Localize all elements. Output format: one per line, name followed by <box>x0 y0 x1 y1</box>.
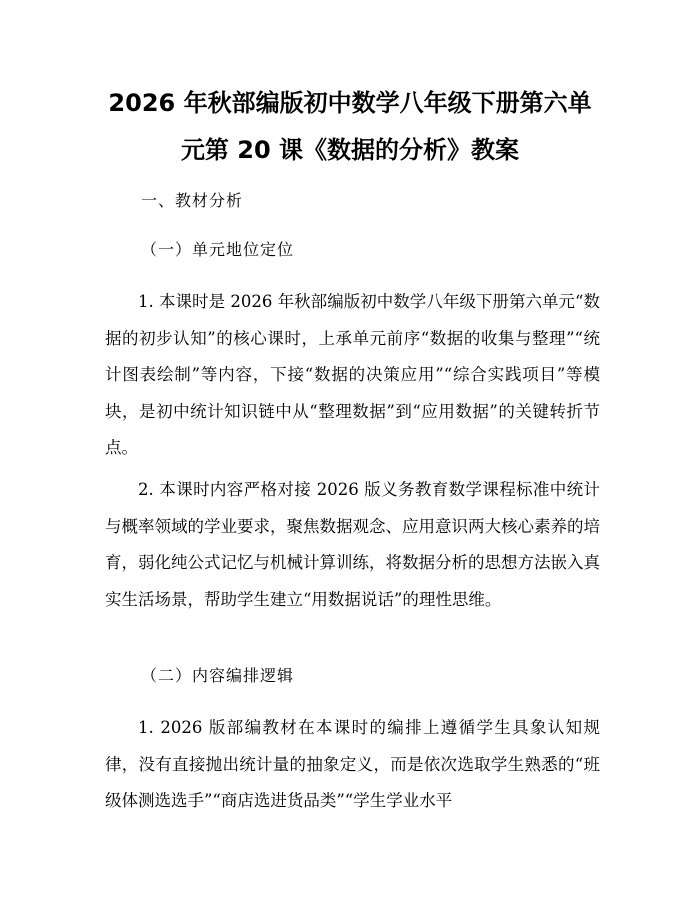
document-title-line-2: 元第 20 课《数据的分析》教案 <box>180 136 520 164</box>
document-title-line-1: 2026 年秋部编版初中数学八年级下册第六单 <box>108 89 592 117</box>
subsection-heading-unit-position: （一）单元地位定位 <box>141 240 295 259</box>
section-heading: 一、教材分析 <box>141 191 244 210</box>
paragraph-unit-position-2: 2. 本课时内容严格对接 2026 版义务教育数学课程标准中统计与概率领域的学业要求，聚焦数据观念、应用意识两大核心素养的培育，弱化纯公式记忆与机械计算训练，将数据分析的思想方法嵌入真实生活场景，帮助学生建立“用数据说话”的理性思维。 <box>105 480 600 609</box>
paragraph-content-logic-1: 1. 2026 版部编教材在本课时的编排上遵循学生具象认知规律，没有直接抛出统计量的抽象定义，而是依次选取学生熟悉的“班级体测选选手”“商店选进货品类”“学生学业水平 <box>105 718 600 810</box>
paragraph-unit-position-1: 1. 本课时是 2026 年秋部编版初中数学八年级下册第六单元“数据的初步认知”的核心课时，上承单元前序“数据的收集与整理”“统计图表绘制”等内容，下接“数据的决策应用”“综合实践项目”等模块，是初中统计知识链中从“整理数据”到“应用数据”的关键转折节点。 <box>105 292 600 457</box>
subsection-heading-content-logic: （二）内容编排逻辑 <box>141 666 295 685</box>
